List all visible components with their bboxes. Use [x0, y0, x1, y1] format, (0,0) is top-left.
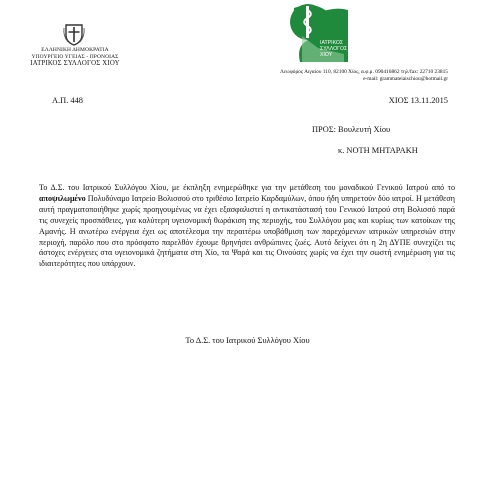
protocol-number: Α.Π. 448 — [52, 96, 83, 105]
recipient-label: ΠΡΟΣ: Βουλευτή Χίου — [312, 125, 391, 134]
body-bold-word: αποψιλωμένο — [39, 193, 86, 203]
recipient-name: κ. ΝΟΤΗ ΜΗΤΑΡΑΚΗ — [338, 146, 418, 155]
body-part-1: Το Δ.Σ. του Ιατρικού Συλλόγου Χίου, με έκπληξη ενημερώθηκε για την μετάθεση του μοναδικού Γενικού Ιατρού από το — [39, 183, 455, 192]
medical-association-logo-icon — [286, 2, 350, 66]
address-block — [186, 69, 448, 82]
logo-text-3: ΧΙΟΥ — [320, 52, 333, 58]
association-name: ΙΑΤΡΙΚΟΣ ΣΥΛΛΟΓΟΣ ΧΙΟΥ — [30, 60, 120, 68]
letter-date: ΧΙΟΣ 13.11.2015 — [388, 96, 448, 105]
greek-crest-icon — [62, 22, 86, 46]
logo-text-2: ΣΥΛΛΟΓΟΣ — [320, 46, 348, 52]
ministry-header — [20, 47, 130, 68]
letter-body — [39, 183, 455, 270]
ministry-line-1: ΕΛΛΗΝΙΚΗ ΔΗΜΟΚΡΑΤΙΑ — [41, 47, 109, 53]
body-part-2: Πολυδύναμο Ιατρείο Βολισσού στο τριθέσιο Ιατρείο Καρδαμύλων, όπου ήδη υπηρετούν δύο ιατροί. Η μετάθεση αυτή πραγματοποιήθηκε χωρίς προηγουμένως να έχει εξασφαλιστεί η αντικατάστασή του Γενικού Ιατρού στη Βολισσό παρά τις συνεχείς προσπάθειες, για καλύτερη υγειονομική θωράκιση της περιοχής, του Συλλόγου μας και κυρίως των κατοίκων της Αμανής. Η ανωτέρω ενέργεια έχει ως αποτέλεσμα την περαιτέρω υποβάθμιση των παρεχόμενων ιατρικών υπηρεσιών στην περιοχή, παρόλο που στο πρόσφατο παρελθόν έχουμε θρηνήσει ανθρώπινες ζωές. Αυτό δείχνει ότι η 2η ΔΥΠΕ συνεχίζει τις άστοχες ενέργειες στα υγειονομικά ζητήματα στη Χίο, τα Ψαρά και τις Οινούσες χωρίς να έχει την σωστή ενημέρωση για τις ιδιαιτερότητες που υπάρχουν. — [39, 193, 455, 269]
signature: Το Δ.Σ. του Ιατρικού Συλλόγου Χίου — [185, 336, 310, 345]
address-line: Λεωφόρος Αιγαίου 110, 82100 Χίος, α.φ.μ. 090416862 τηλ/fax: 22710 23815 — [279, 69, 448, 75]
ministry-line-2: ΥΠΟΥΡΓΕΙΟ ΥΓΕΙΑΣ - ΠΡΟΝΟΙΑΣ — [31, 53, 119, 60]
logo-text-1: ΙΑΤΡΙΚΟΣ — [320, 40, 344, 46]
email-line: e-mail: grammateiaischiou@hotmail.gr — [363, 75, 448, 82]
